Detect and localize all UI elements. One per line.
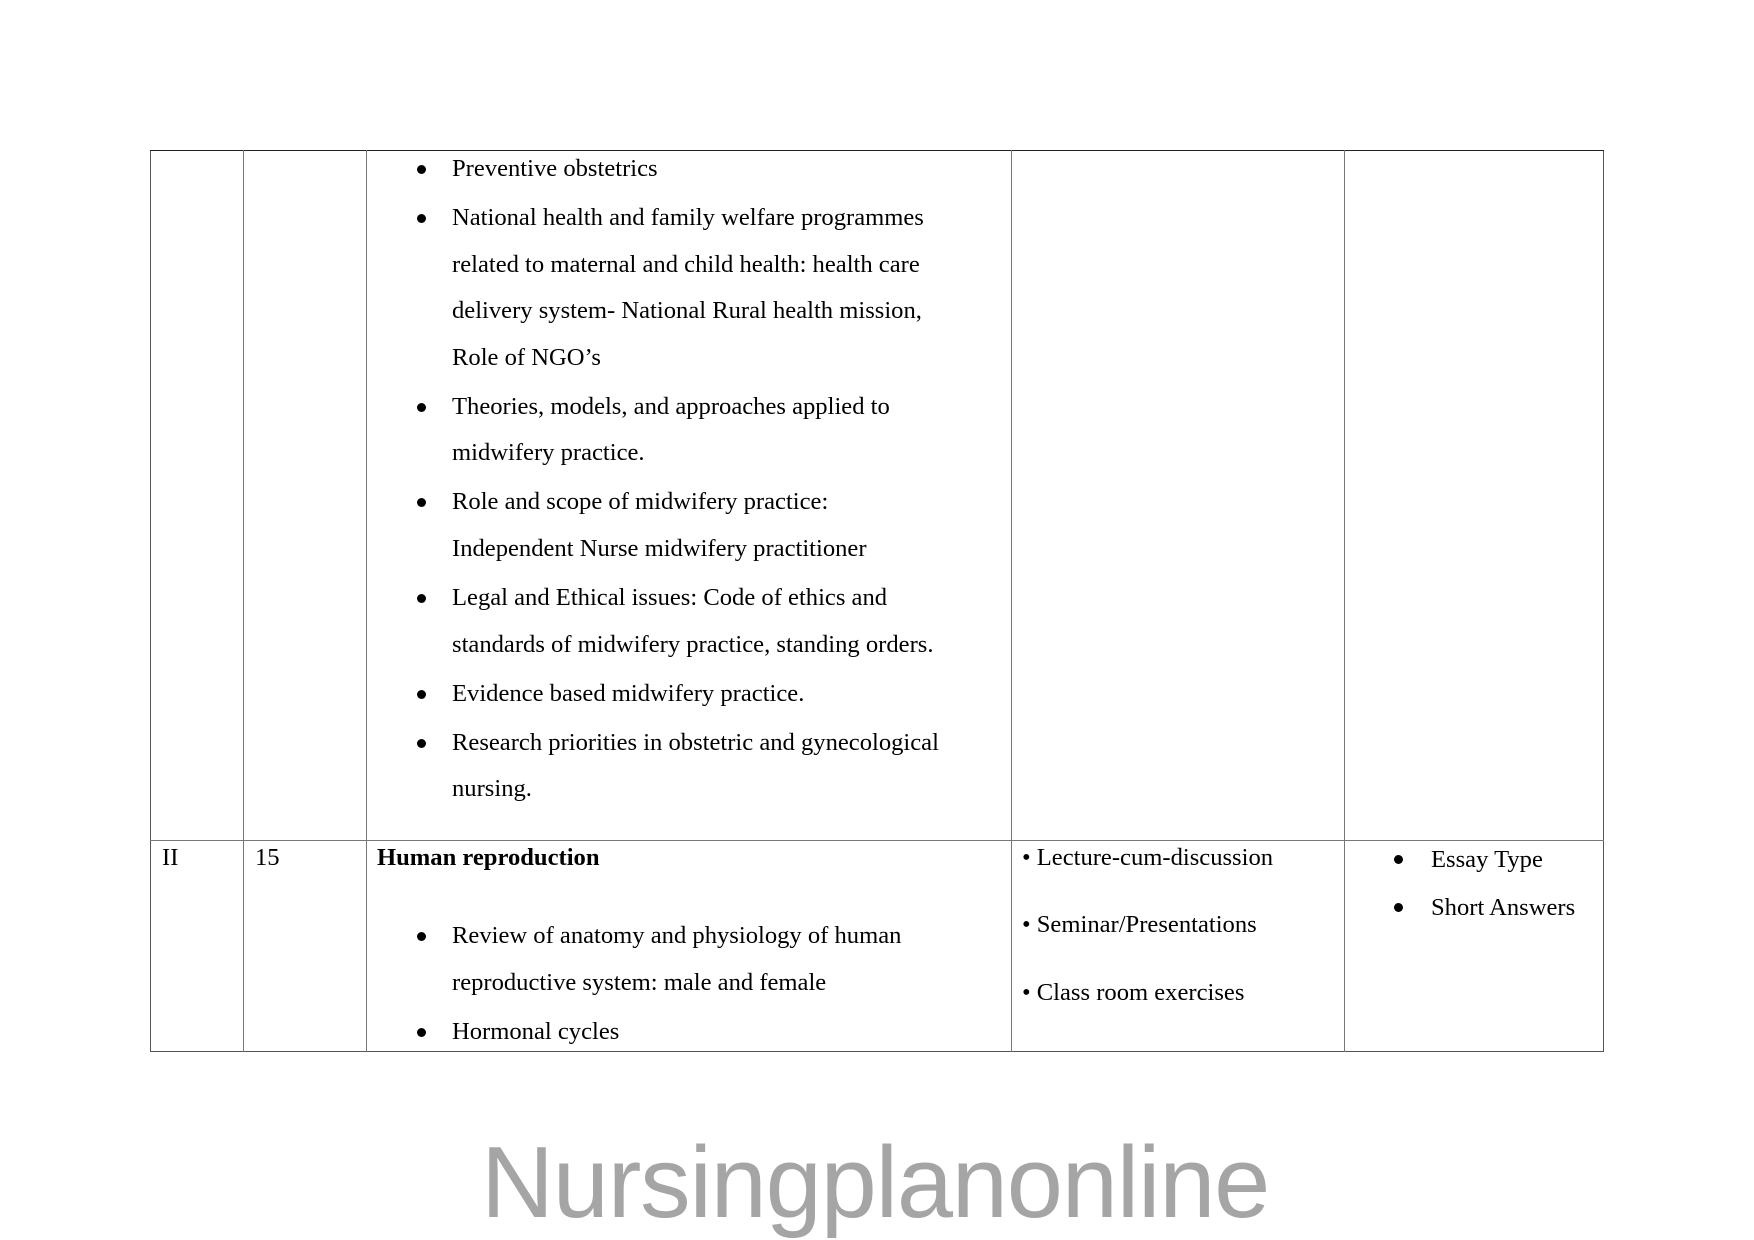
content-item-line: midwifery practice. bbox=[452, 439, 645, 466]
bullet-icon bbox=[417, 165, 426, 174]
content-item-line: Theories, models, and approaches applied to bbox=[452, 393, 890, 420]
hours-value: 15 bbox=[255, 844, 280, 871]
column-divider-hours bbox=[366, 150, 367, 1052]
content-item-line: reproductive system: male and female bbox=[452, 969, 827, 996]
table-top-border bbox=[150, 150, 1604, 151]
row-divider bbox=[150, 840, 1604, 841]
content-item-line: Role and scope of midwifery practice: bbox=[452, 488, 829, 515]
content-item-line: Role of NGO’s bbox=[452, 344, 601, 371]
content-item-line: Legal and Ethical issues: Code of ethics and bbox=[452, 584, 888, 611]
content-item-line: Research priorities in obstetric and gynecological bbox=[452, 729, 939, 756]
content-item-line: nursing. bbox=[452, 775, 532, 802]
column-divider-content bbox=[1011, 150, 1012, 1052]
teaching-method: • Seminar/Presentations bbox=[1022, 911, 1257, 938]
content-item-line: Hormonal cycles bbox=[452, 1018, 620, 1045]
content-item-line: Preventive obstetrics bbox=[452, 155, 658, 182]
column-divider-teaching bbox=[1344, 150, 1345, 1052]
content-item-line: standards of midwifery practice, standing orders. bbox=[452, 631, 934, 658]
bullet-icon bbox=[1394, 903, 1403, 912]
content-item-line: delivery system- National Rural health mission, bbox=[452, 297, 922, 324]
bullet-icon bbox=[417, 403, 426, 412]
assessment-method: Essay Type bbox=[1431, 846, 1543, 873]
bullet-icon bbox=[417, 594, 426, 603]
bullet-icon bbox=[1394, 855, 1403, 864]
bullet-icon bbox=[417, 498, 426, 507]
content-heading: Human reproduction bbox=[377, 844, 600, 871]
content-item-line: Evidence based midwifery practice. bbox=[452, 680, 805, 707]
assessment-method: Short Answers bbox=[1431, 894, 1576, 921]
content-item-line: Review of anatomy and physiology of human bbox=[452, 922, 902, 949]
unit-number: II bbox=[162, 844, 179, 871]
bullet-icon bbox=[417, 739, 426, 748]
content-item-line: Independent Nurse midwifery practitioner bbox=[452, 535, 867, 562]
teaching-method: • Class room exercises bbox=[1022, 979, 1245, 1006]
content-item-line: related to maternal and child health: health care bbox=[452, 251, 920, 278]
column-divider-unit bbox=[243, 150, 244, 1052]
bullet-icon bbox=[417, 932, 426, 941]
bullet-icon bbox=[417, 214, 426, 223]
teaching-method: • Lecture-cum-discussion bbox=[1022, 844, 1274, 871]
bullet-icon bbox=[417, 1028, 426, 1037]
bullet-icon bbox=[417, 690, 426, 699]
watermark-text: Nursingplanonline bbox=[481, 1127, 1270, 1239]
content-item-line: National health and family welfare programmes bbox=[452, 204, 924, 231]
